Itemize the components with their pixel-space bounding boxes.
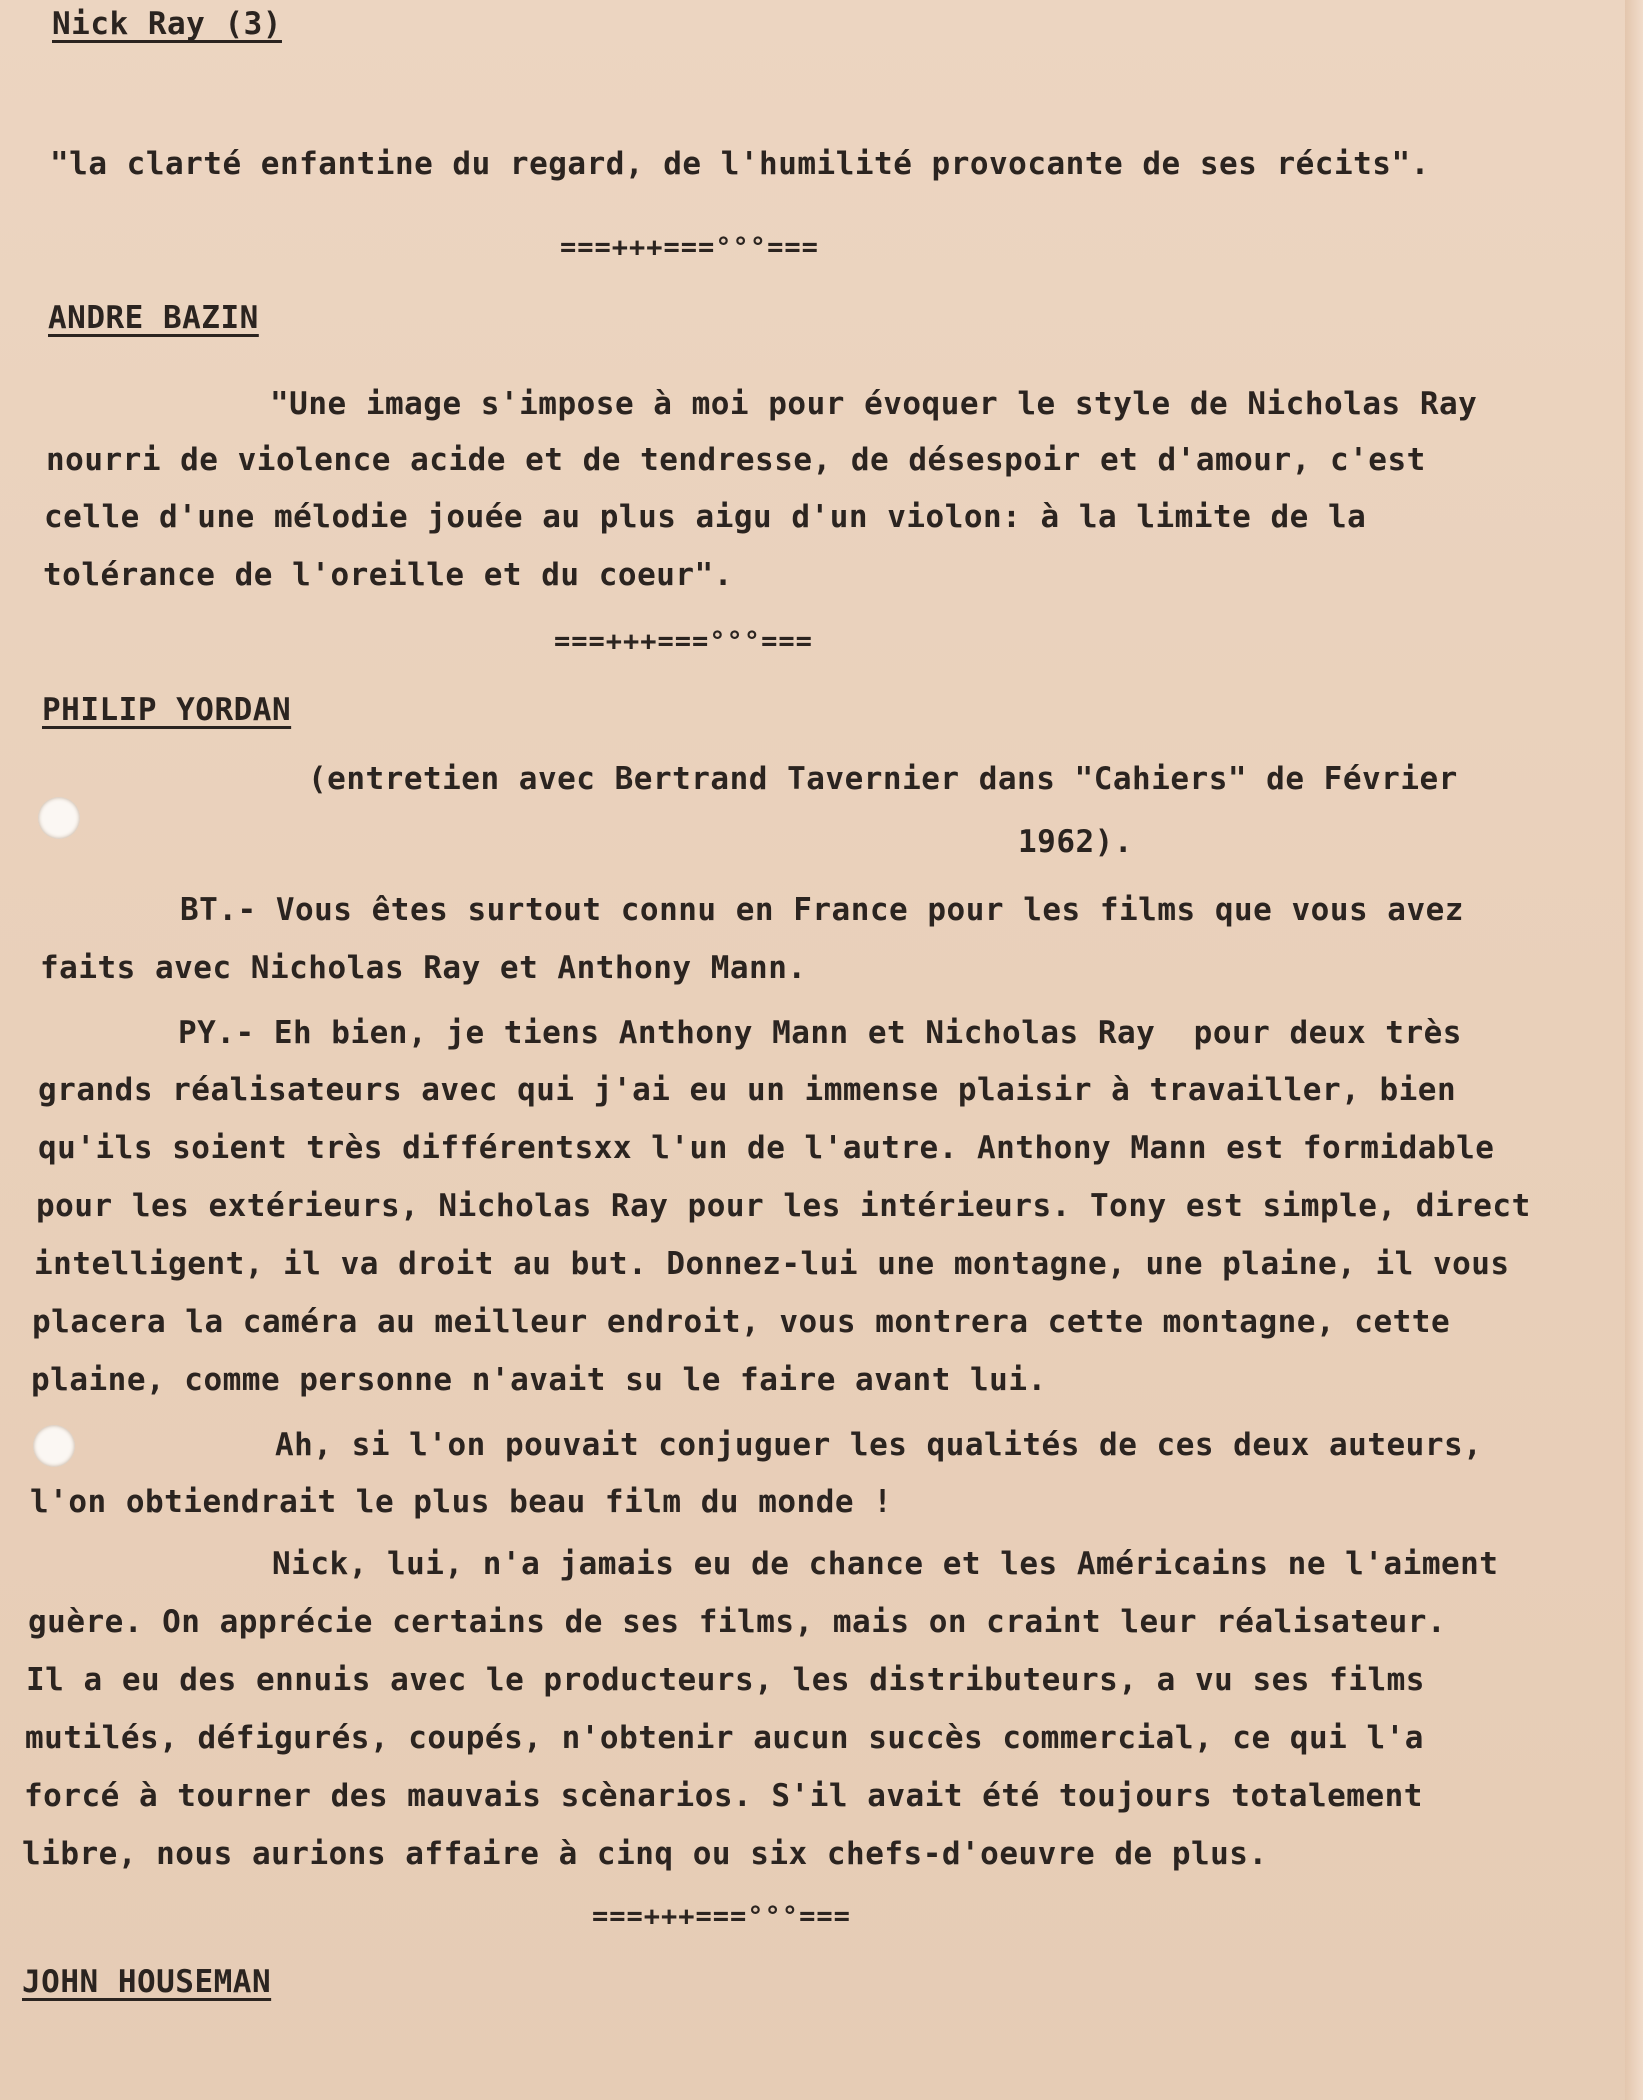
quote-text: "la clarté enfantine du regard, de l'humilité provocante de ses récits".: [50, 146, 1430, 182]
paragraph-line: pour les extérieurs, Nicholas Ray pour les intérieurs. Tony est simple, direct: [36, 1188, 1531, 1224]
paragraph-line: celle d'une mélodie jouée au plus aigu d'un violon: à la limite de la: [44, 499, 1367, 535]
paragraph-line: Il a eu des ennuis avec le producteurs, les distributeurs, a vu ses films: [26, 1662, 1425, 1698]
paragraph-line: nourri de violence acide et de tendresse, de désespoir et d'amour, c'est: [46, 442, 1426, 478]
section-heading-andre-bazin: ANDRE BAZIN: [48, 300, 259, 336]
section-heading-john-houseman: JOHN HOUSEMAN: [22, 1964, 272, 2000]
paragraph-line: qu'ils soient très différentsxx l'un de l'autre. Anthony Mann est formidable: [38, 1130, 1495, 1166]
paragraph-line: BT.- Vous êtes surtout connu en France pour les films que vous avez: [180, 892, 1464, 928]
paragraph-line: placera la caméra au meilleur endroit, vous montrera cette montagne, cette: [32, 1304, 1451, 1340]
paragraph-line: libre, nous aurions affaire à cinq ou six chefs-d'oeuvre de plus.: [22, 1836, 1268, 1872]
source-line: (entretien avec Bertrand Tavernier dans "Cahiers" de Février: [308, 761, 1458, 797]
separator: ===+++===°°°===: [560, 232, 819, 263]
separator: ===+++===°°°===: [592, 1901, 851, 1932]
paragraph-line: guère. On apprécie certains de ses films, mais on craint leur réalisateur.: [28, 1604, 1447, 1640]
paragraph-line: "Une image s'impose à moi pour évoquer le style de Nicholas Ray: [270, 386, 1478, 422]
paragraph-line: Ah, si l'on pouvait conjuguer les qualités de ces deux auteurs,: [275, 1427, 1483, 1463]
paragraph-line: mutilés, défigurés, coupés, n'obtenir aucun succès commercial, ce qui l'a: [25, 1720, 1424, 1756]
separator: ===+++===°°°===: [554, 626, 813, 657]
paragraph-line: PY.- Eh bien, je tiens Anthony Mann et Nicholas Ray pour deux très: [178, 1015, 1462, 1051]
paragraph-line: plaine, comme personne n'avait su le faire avant lui.: [31, 1362, 1047, 1398]
paragraph-line: tolérance de l'oreille et du coeur".: [43, 557, 733, 593]
paragraph-line: faits avec Nicholas Ray et Anthony Mann.: [40, 950, 807, 986]
paragraph-line: intelligent, il va droit au but. Donnez-lui une montagne, une plaine, il vous: [34, 1246, 1510, 1282]
page-edge: [1625, 0, 1643, 2100]
punch-hole: [33, 1425, 75, 1467]
paragraph-line: forcé à tourner des mauvais scènarios. S'il avait été toujours totalement: [24, 1778, 1423, 1814]
paragraph-line: grands réalisateurs avec qui j'ai eu un immense plaisir à travailler, bien: [38, 1072, 1457, 1108]
punch-hole: [38, 797, 80, 839]
paragraph-line: Nick, lui, n'a jamais eu de chance et les Américains ne l'aiment: [272, 1546, 1499, 1582]
source-line: 1962).: [1018, 824, 1133, 860]
paragraph-line: l'on obtiendrait le plus beau film du monde !: [30, 1484, 893, 1520]
section-heading-philip-yordan: PHILIP YORDAN: [42, 692, 292, 728]
page-header: Nick Ray (3): [52, 6, 282, 42]
